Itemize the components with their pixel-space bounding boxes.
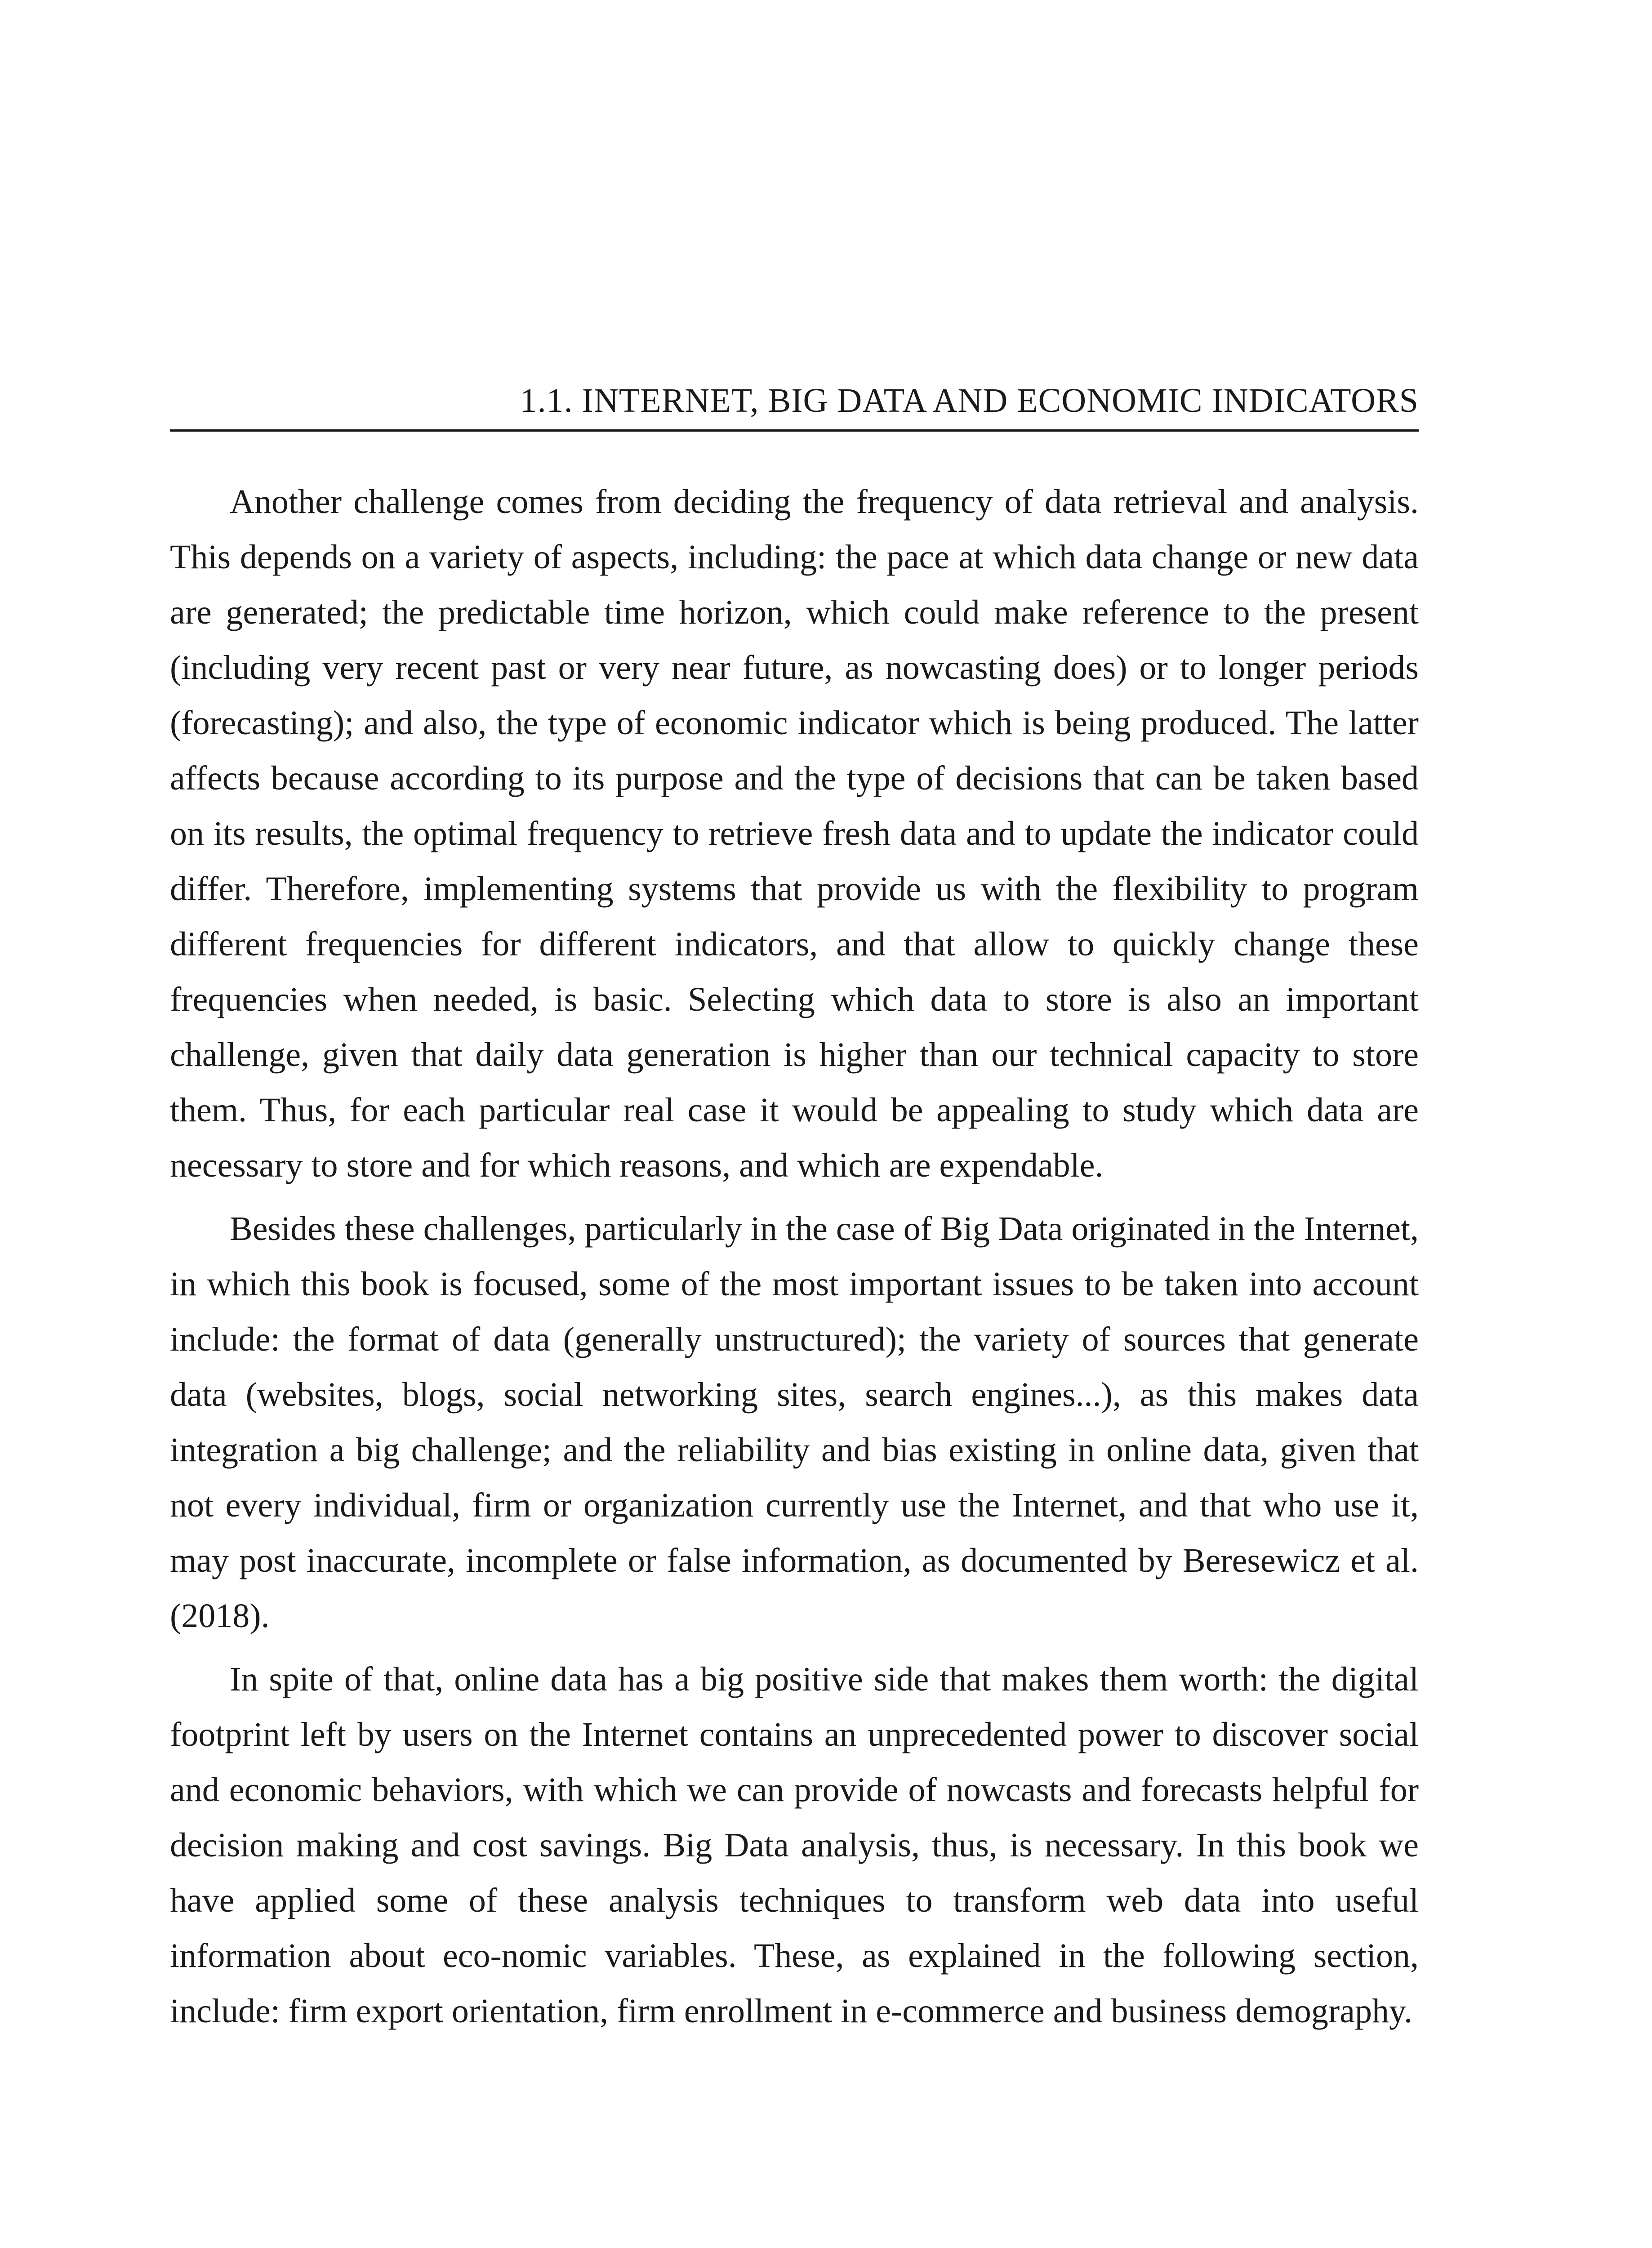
paragraph-2: Besides these challenges, particularly in the case of Big Data originated in the Internet, in which this book is focused, some of the most important issues to be taken into account include: the format of data (generally unstructured); the variety of sources that generate data (websites, blogs, social networking sites, search engines...), as this makes data integration a big challenge; and the reliability and bias existing in online data, given that not every individual, firm or organization currently use the Internet, and that who use it, may post inaccurate, incomplete or false information, as documented by Beresewicz et al. (2018). bbox=[170, 1210, 1419, 1635]
running-head-title: 1.1. INTERNET, BIG DATA AND ECONOMIC INDICATORS bbox=[520, 382, 1419, 419]
paragraph-3: In spite of that, online data has a big positive side that makes them worth: the digital footprint left by users on the Internet contains an unprecedented power to discover social and economic behaviors, with which we can provide of nowcasts and forecasts helpful for decision making and cost savings. Big Data analysis, thus, is necessary. In this book we have applied some of these analysis techniques to transform web data into useful information about eco-nomic variables. These, as explained in the following section, include: firm export orientation, firm enrollment in e-commerce and business demography. bbox=[170, 1660, 1419, 2030]
paragraph-1: Another challenge comes from deciding the frequency of data retrieval and analysis. This depends on a variety of aspects, including: the pace at which data change or new data are generated; the predictable time horizon, which could make reference to the present (including very recent past or very near future, as nowcasting does) or to longer periods (forecasting); and also, the type of economic indicator which is being produced. The latter affects because according to its purpose and the type of decisions that can be taken based on its results, the optimal frequency to retrieve fresh data and to update the indicator could differ. Therefore, implementing systems that provide us with the flexibility to program different frequencies for different indicators, and that allow to quickly change these frequencies when needed, is basic. Selecting which data to store is also an important challenge, given that daily data generation is higher than our technical capacity to store them. Thus, for each particular real case it would be appealing to study which data are necessary to store and for which reasons, and which are expendable. bbox=[170, 483, 1419, 1184]
body-text bbox=[170, 474, 1419, 2047]
running-header bbox=[170, 375, 1419, 432]
